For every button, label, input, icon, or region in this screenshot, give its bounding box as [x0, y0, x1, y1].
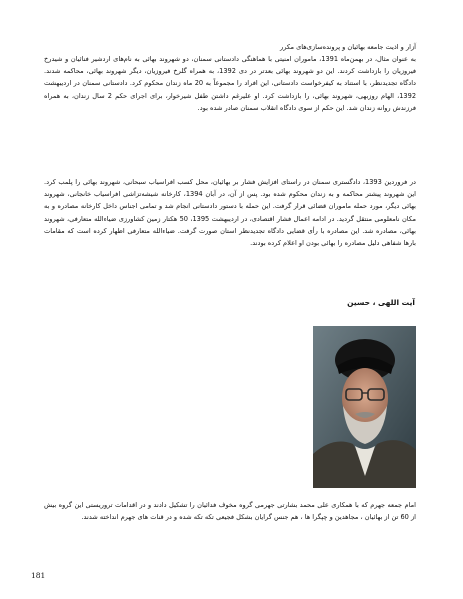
- portrait-photo: [313, 326, 416, 488]
- intro-heading-line: آزار و اذیت جامعه بهائیان و پرونده‌سازی‌های مکرر: [280, 43, 416, 51]
- section-title-person: آیت اللهی ، حسین: [347, 298, 415, 307]
- paragraph-semnan-arrests: به عنوان مثال، در بهمن‌ماه 1391، ماموران امنیتی با هماهنگی دادستانی سمنان، دو شهروند بهائی به نام‌های اردشیر فنائیان و شیدرخ فیروزیان را بازداشت کردند. این دو شهروند بهائی بعدتر در دی 1392، به همراه گلرخ فیروزیان، دیگر شهروند بهائی، محاکمه شدند. دادگاه تجدیدنظر، با استناد به کیفرخواست دادستانی، این افراد را مجموعاً به 20 ماه زندان محکوم کرد. دادستانی سمنان در اردیبهشت 1392، الهام روزبهی، شهروند بهائی، را بازداشت کرد. او علیرغم داشتن طفل شیرخوار، برای اجرای حکم 2 سال زندان، به همراه فرزندش روانه زندان شد. این حکم از سوی دادگاه انقلاب سمنان صادر شده بود.: [44, 55, 417, 112]
- paragraph-economic-pressure: در فروردین 1393، دادگستری سمنان در راستای افزایش فشار بر بهائیان، محل کسب افراسیاب سبحانی، شهروند بهائی را پلمب کرد. این شهروند پیشتر محاکمه و به زندان محکوم شده بود. پس از آن، در آبان 1394، کارخانه شیشه‌تزاشی افراسیاب خانجانی، شهروند بهائی دیگر، مورد حمله ماموران قضائی قرار گرفت. این حمله با دستور دادستانی انجام شد و تمامی اجناس داخل کارخانه مصادره و به مکان نامعلومی منتقل گردید. در ادامه اعمال فشار اقتصادی، در اردیبهشت 1395، 50 هکتار زمین کشاورزی ضیاءالله متعارفی، شهروند بهائی، مصادره شد. این مصادره با رأی قضایی دادگاه تجدیدنظر استان صورت گرفت. ضیاءالله متعارفی اظهار کرده است که مقامات بارها شفاهی دلیل مصادره را بهائی بودن او اعلام کرده بودند.: [44, 178, 416, 248]
- page-number: 181: [31, 571, 46, 580]
- paragraph-jahrom-group: امام جمعه جهرم که با همکاری علی محمد بشارتی جهرمی گروه مخوف فدائیان را تشکیل دادند و در اقدامات تروریستی این گروه بیش از 60 تن از بهائیان ، مجاهدین و چپگرا ها ، هم جنس گرایان بشکل فجیعی تکه تکه شده و در قنات های جهرم انداخته شدند.: [44, 501, 416, 522]
